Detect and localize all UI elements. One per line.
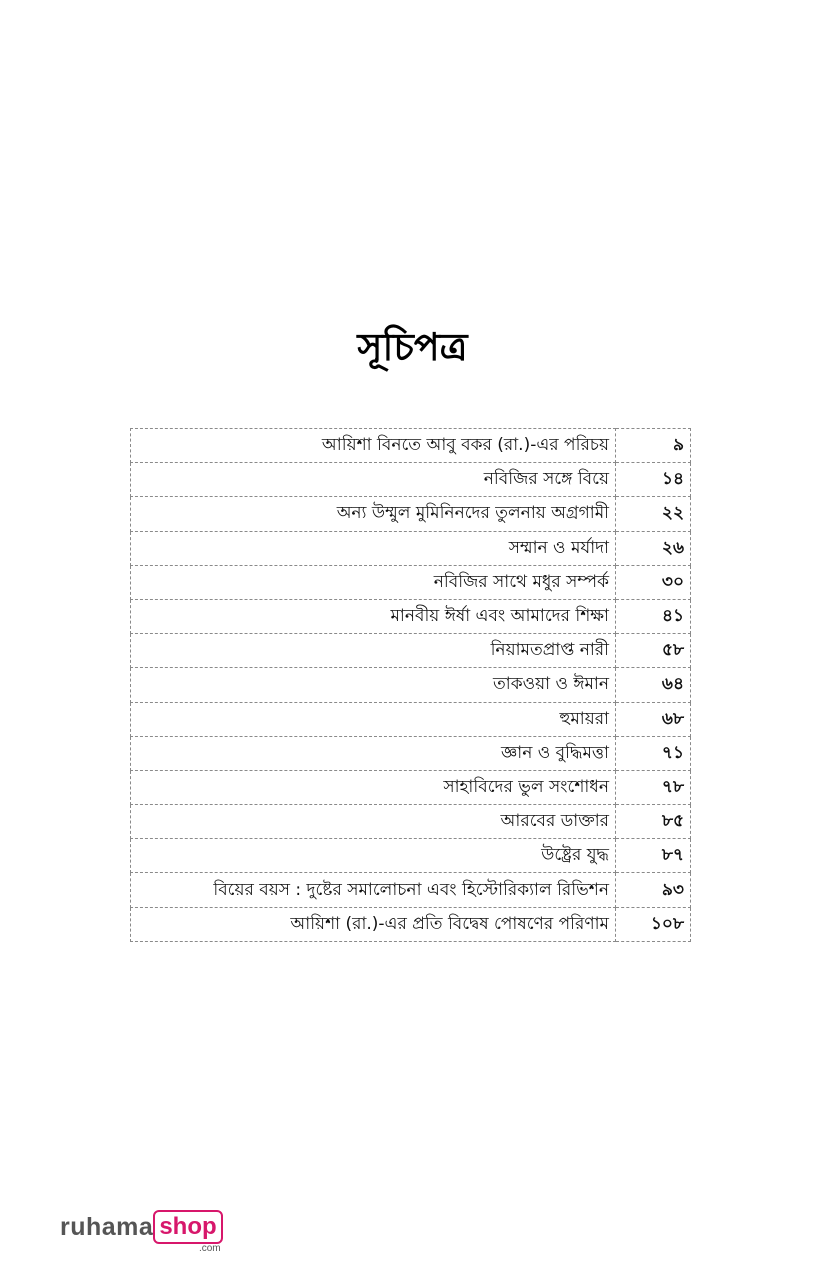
toc-chapter-title: হুমায়রা [131, 702, 616, 736]
toc-page-number: ৮৫ [616, 805, 691, 839]
toc-row [131, 907, 691, 941]
toc-row [131, 668, 691, 702]
logo-ruhama-text: ruhama [60, 1213, 154, 1241]
toc-page-number: ৯৩ [616, 873, 691, 907]
toc-chapter-title: তাকওয়া ও ঈমান [131, 668, 616, 702]
toc-page-number: ৫৮ [616, 634, 691, 668]
toc-chapter-title: সাহাবিদের ভুল সংশোধন [131, 770, 616, 804]
toc-chapter-title: নবিজির সঙ্গে বিয়ে [131, 463, 616, 497]
toc-chapter-title: আয়িশা (রা.)-এর প্রতি বিদ্বেষ পোষণের পরিণাম [131, 907, 616, 941]
toc-page-number: ৩০ [616, 565, 691, 599]
toc-chapter-title: সম্মান ও মর্যাদা [131, 531, 616, 565]
toc-row [131, 873, 691, 907]
table-of-contents [130, 428, 691, 942]
logo-shop-text: shop [153, 1210, 222, 1244]
toc-page-number: ৪১ [616, 599, 691, 633]
toc-chapter-title: মানবীয় ঈর্ষা এবং আমাদের শিক্ষা [131, 599, 616, 633]
toc-page-number: ৯ [616, 429, 691, 463]
toc-chapter-title: নবিজির সাথে মধুর সম্পর্ক [131, 565, 616, 599]
toc-row [131, 463, 691, 497]
toc-row [131, 702, 691, 736]
toc-row [131, 634, 691, 668]
toc-row [131, 531, 691, 565]
toc-chapter-title: নিয়ামতপ্রাপ্ত নারী [131, 634, 616, 668]
toc-page-number: ৬৪ [616, 668, 691, 702]
toc-page-number: ৭৮ [616, 770, 691, 804]
toc-chapter-title: বিয়ের বয়স : দুষ্টের সমালোচনা এবং হিস্টোরিক্যাল রিভিশন [131, 873, 616, 907]
toc-row [131, 565, 691, 599]
toc-page-number: ৭১ [616, 736, 691, 770]
toc-page-number: ১৪ [616, 463, 691, 497]
toc-row [131, 736, 691, 770]
publisher-logo [60, 1210, 223, 1254]
toc-page-number: ৬৮ [616, 702, 691, 736]
toc-page-number: ১০৮ [616, 907, 691, 941]
toc-page-number: ৮৭ [616, 839, 691, 873]
logo-shop-badge [153, 1210, 222, 1254]
toc-chapter-title: আরবের ডাক্তার [131, 805, 616, 839]
toc-row [131, 497, 691, 531]
toc-row [131, 429, 691, 463]
logo-com-text: .com [198, 1243, 221, 1254]
toc-row [131, 599, 691, 633]
page-title: সূচিপত্র [357, 324, 468, 369]
toc-chapter-title: অন্য উম্মুল মুমিনিনদের তুলনায় অগ্রগামী [131, 497, 616, 531]
toc-row [131, 839, 691, 873]
toc-row [131, 805, 691, 839]
toc-chapter-title: আয়িশা বিনতে আবু বকর (রা.)-এর পরিচয় [131, 429, 616, 463]
toc-page-number: ২৬ [616, 531, 691, 565]
toc-chapter-title: জ্ঞান ও বুদ্ধিমত্তা [131, 736, 616, 770]
toc-row [131, 770, 691, 804]
toc-page-number: ২২ [616, 497, 691, 531]
toc-chapter-title: উষ্ট্রের যুদ্ধ [131, 839, 616, 873]
